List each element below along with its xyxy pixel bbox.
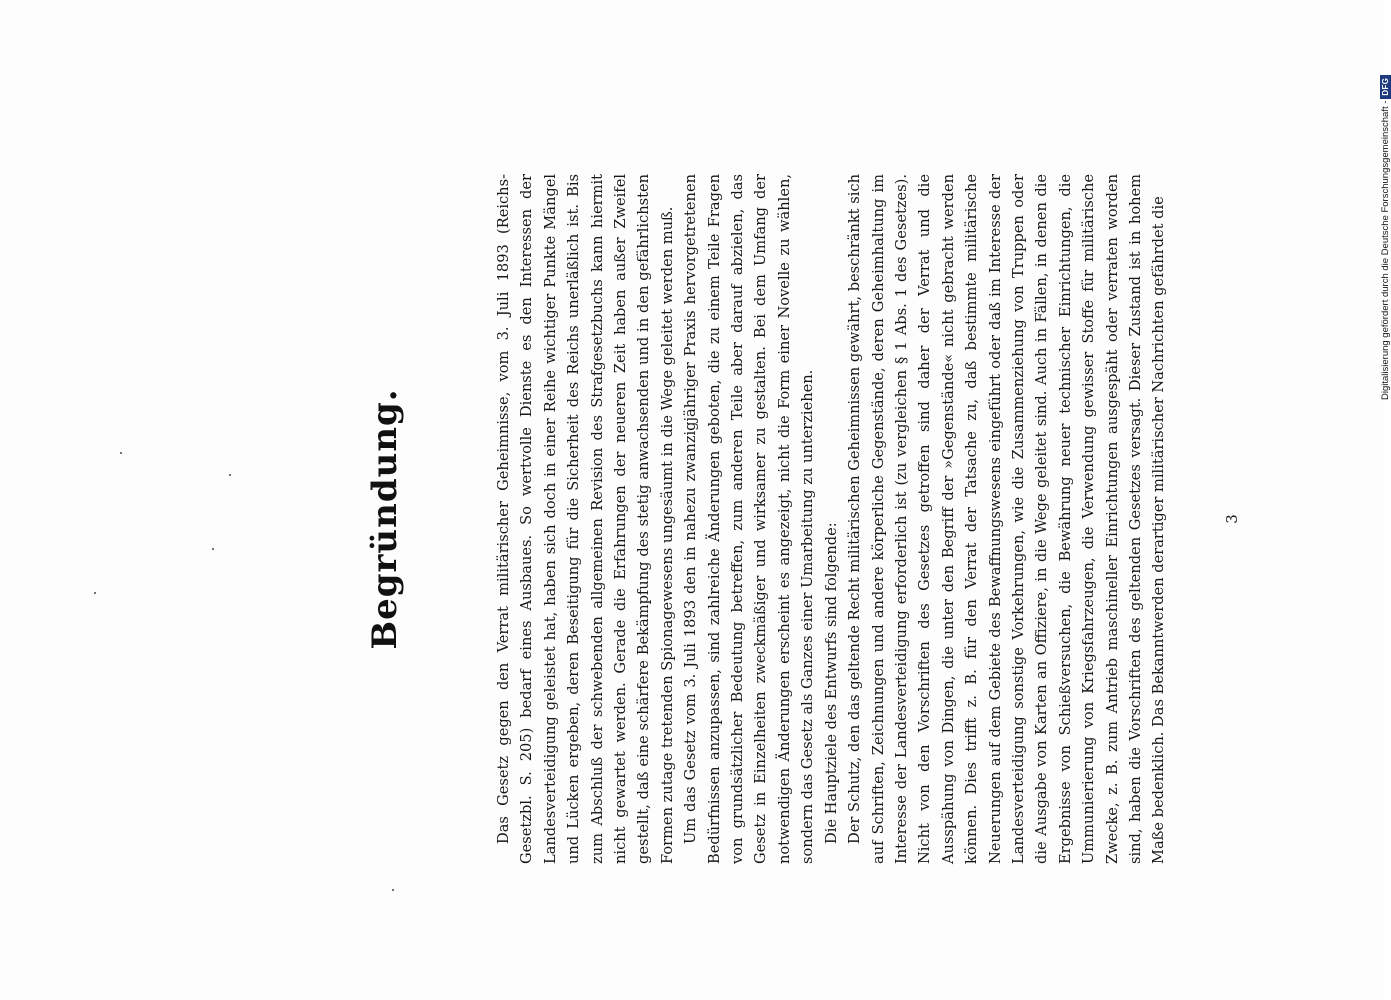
digitization-credit-line [1380,75,1391,400]
scan-speck [212,548,214,550]
paragraph-4: Der Schutz, den das geltende Recht militärischen Geheimnissen gewährt, beschränkt sich auf Schriften, Zeichnungen und andere körperliche Gegenstände, deren Geheimhaltung im Interesse der Landesverteidigung erforderlich ist (zu vergleichen § 1 Abs. 1 des Gesetzes). Nicht von den Vorschriften des Gesetzes getroffen sind daher der Verrat und die Ausspähung von Dingen, die unter den Begriff der »Gegenstände« nicht gebracht werden können. Dies trifft z. B. für den Verrat der Tatsache zu, daß bestimmte militärische Neuerungen auf dem Gebiete des Bewaffnungswesens eingeführt oder daß im Interesse der Landesverteidigung sonstige Vorkehrungen, wie die Zusammenziehung von Truppen oder die Ausgabe von Karten an Offiziere, in die Wege geleitet sind. Auch in Fällen, in denen die Ergebnisse von Schießversuchen, die Bewährung neuer technischer Einrichtungen, die Ummunierierung von Kriegsfahrzeugen, die Verwendung gewisser Stoffe für militärische Zwecke, z. B. zum Antrieb maschineller Einrichtungen ausgespäht oder verraten worden sind, haben die Vorschriften des geltenden Gesetzes versagt. Dieser Zustand ist in hohem Maße bedenklich. Das Bekanntwerden derartiger militärischer Nachrichten gefährdet die [846,174,1168,864]
paragraph-3: Die Hauptziele des Entwurfs sind folgende: [822,522,840,844]
digitization-credit-text: Digitalisierung gefördert durch die Deutsche Forschungsgemeinschaft - [1380,100,1391,400]
scan-speck [94,592,96,594]
body-text [492,174,1171,864]
page-title: Begründung. [365,388,405,650]
paragraph-1: Das Gesetz gegen den Verrat militärischer Geheimnisse, vom 3. Juli 1893 (Reichs-Gesetzbl. S. 205) bedarf eines Ausbaues. So wertvolle Dienste es den Interessen der Landesverteidigung geleistet hat, haben sich doch in einer Reihe wichtiger Punkte Mängel und Lücken ergeben, deren Beseitigung für die Sicherheit des Reichs unerläßlich ist. Bis zum Abschluß der schwebenden allgemeinen Revision des Strafgesetzbuchs kann hiermit nicht gewartet werden. Gerade die Erfahrungen der neueren Zeit haben außer Zweifel gestellt, daß eine schärfere Bekämpfung des stetig anwachsenden und in den gefährlichsten Formen zutage tretenden Spionagewesens ungesäumt in die Wege geleitet werden muß. [495,174,676,864]
scan-speck [120,452,122,454]
page-number: 3 [1223,514,1241,524]
paragraph-2: Um das Gesetz vom 3. Juli 1893 den in nahezu zwanzigjähriger Praxis hervorgetretenen Bedürfnissen anzupassen, sind zahlreiche Änderungen geboten, die zu einem Teile Fragen von grundsätzlicher Bedeutung betreffen, zum anderen Teile aber darauf abzielen, das Gesetz in Einzelheiten zweckmäßiger und wirksamer zu gestalten. Bei dem Umfang der notwendigen Änderungen erscheint es angezeigt, nicht die Form einer Novelle zu wählen, sondern das Gesetz als Ganzes einer Umarbeitung zu unterziehen. [682,174,817,864]
scan-speck [229,474,231,476]
scan-speck [392,889,394,891]
dfg-logo-icon: DFG [1380,75,1391,99]
rotated-page-content [365,166,1265,872]
digitization-credit [1369,8,1391,408]
